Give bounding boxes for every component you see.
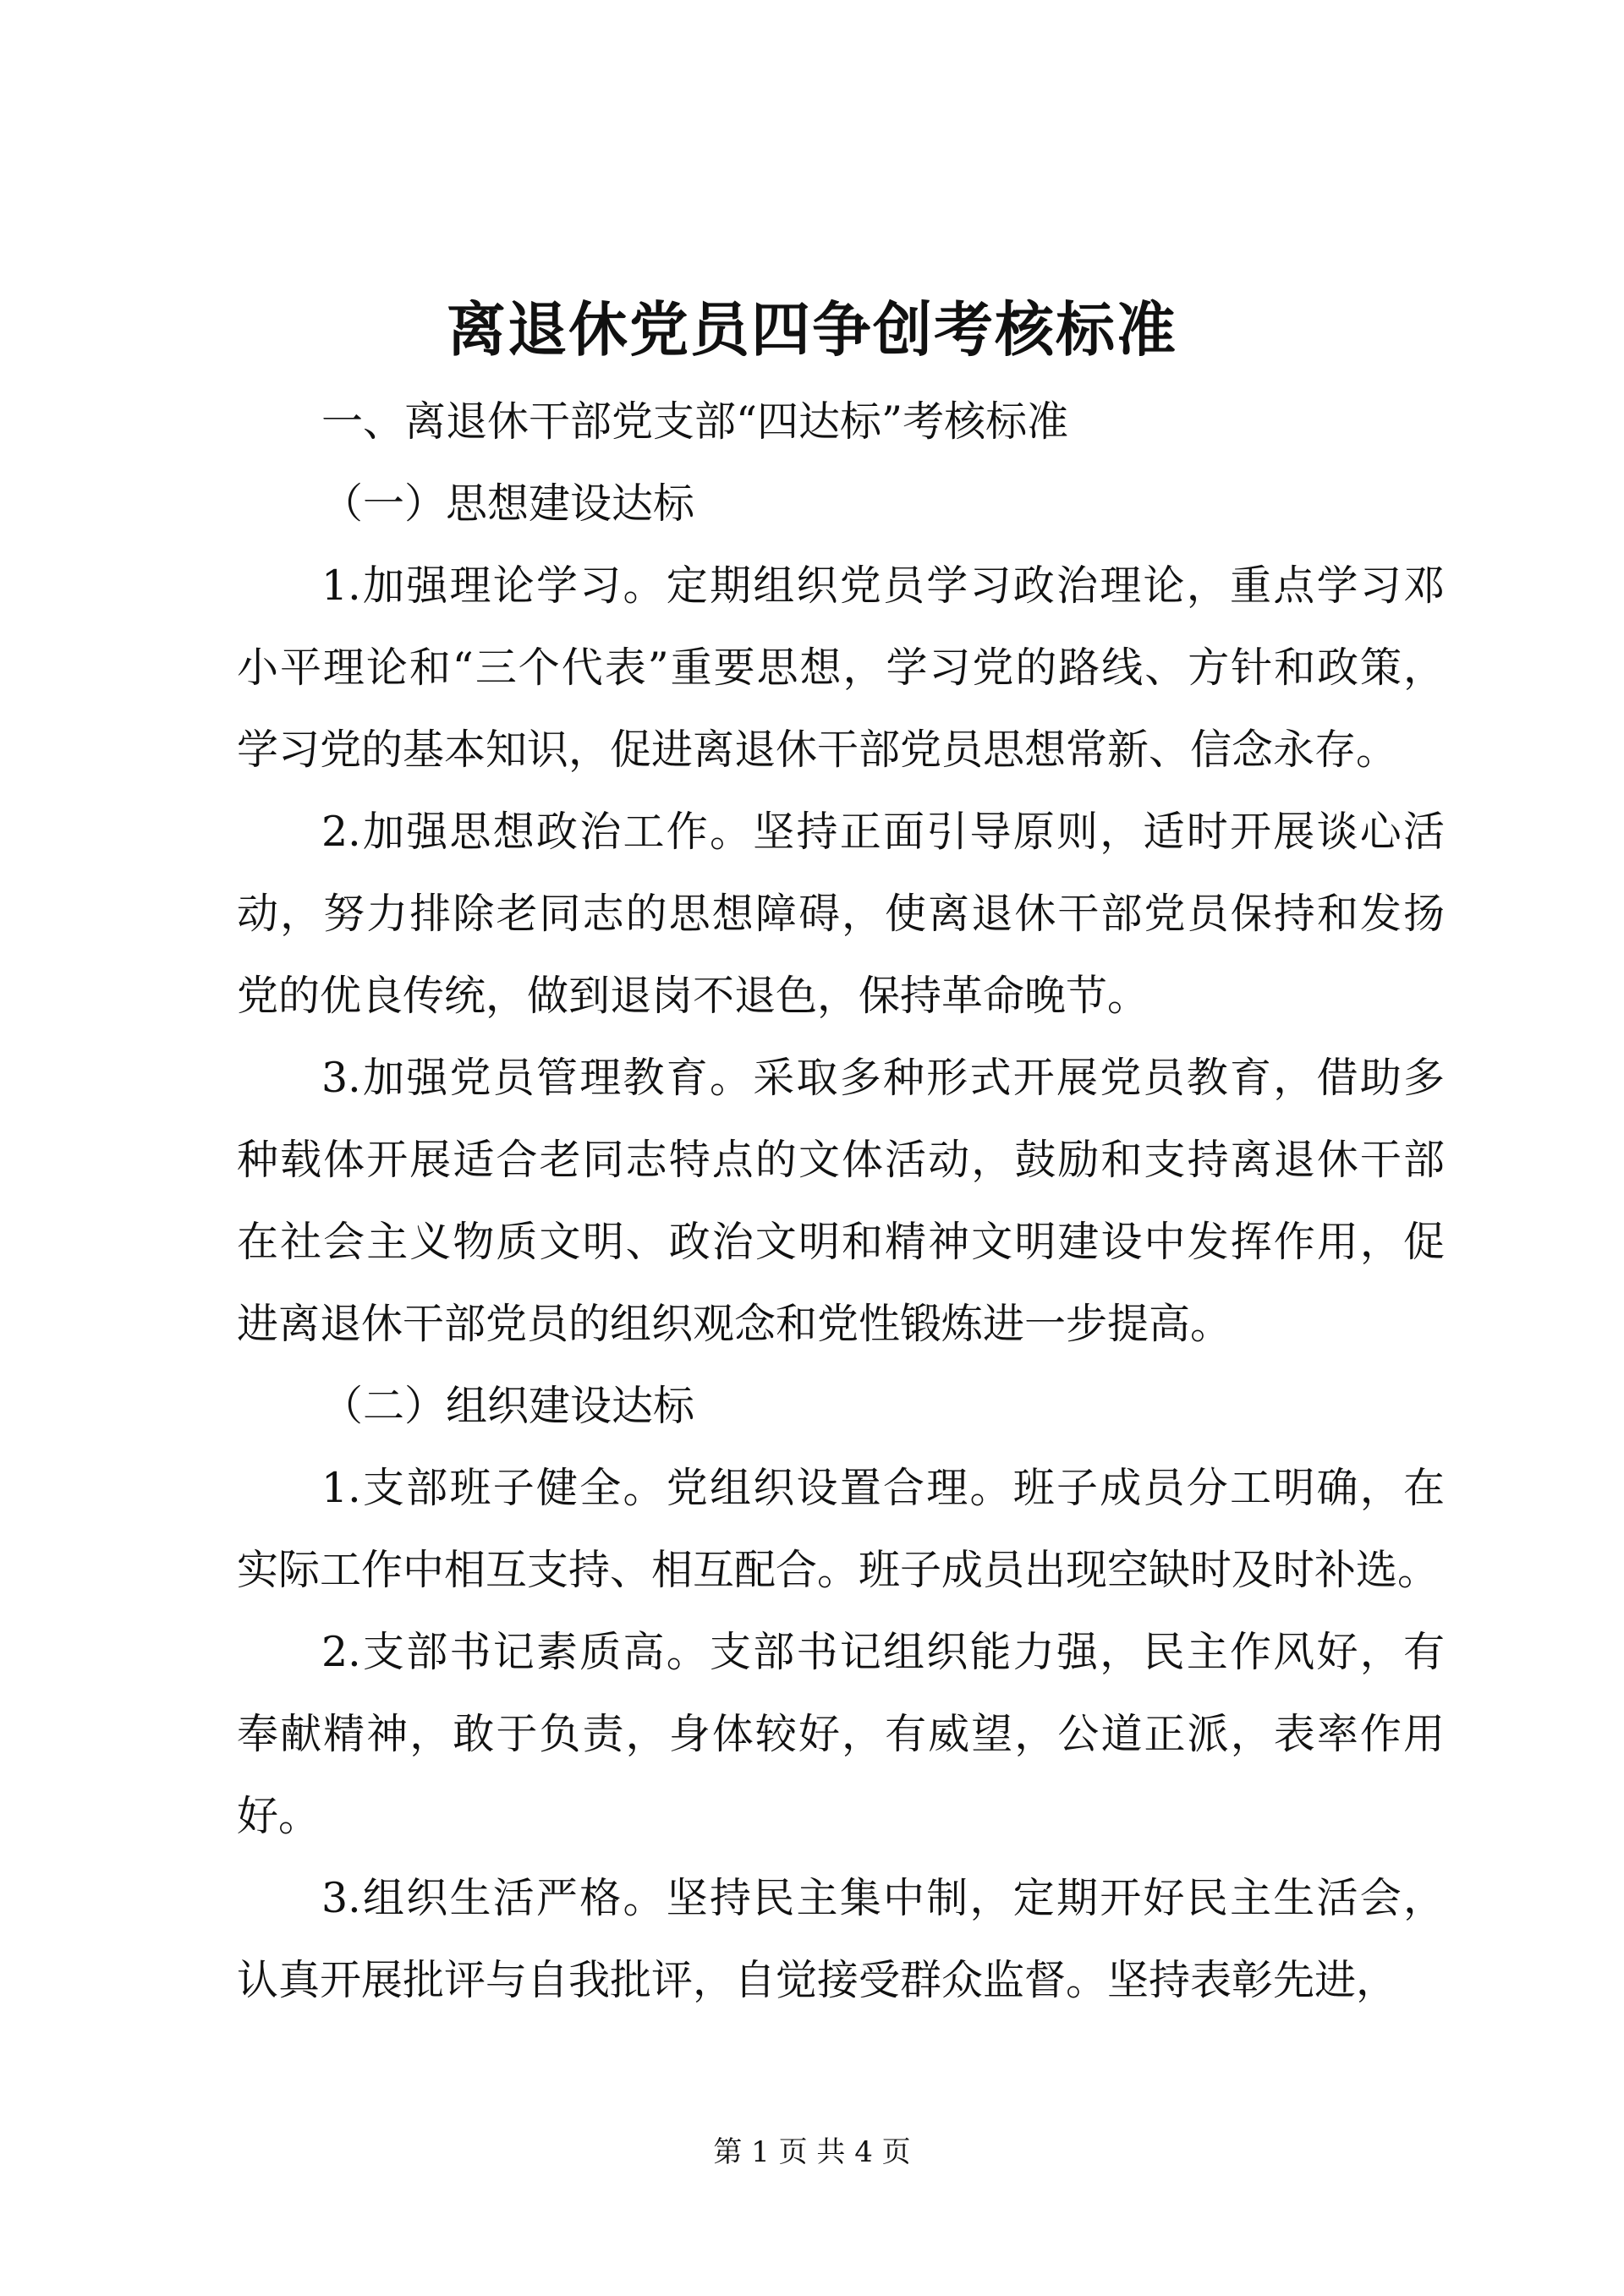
paragraph xyxy=(237,1447,1445,1611)
paragraph-line: 3.组织生活严格。坚持民主集中制，定期开好民主生活会， xyxy=(321,1874,1445,1922)
paragraph xyxy=(237,381,1445,463)
paragraph-line: 动，努力排除老同志的思想障碍，使离退休干部党员保持和发扬 xyxy=(237,890,1445,938)
paragraph-line: 认真开展批评与自我批评，自觉接受群众监督。坚持表彰先进， xyxy=(237,1956,1398,2004)
paragraph xyxy=(237,545,1445,791)
paragraph xyxy=(237,1611,1445,1857)
document-title: 离退休党员四争创考核标准 xyxy=(447,294,1177,364)
paragraph-line: 党的优良传统，做到退岗不退色，保持革命晚节。 xyxy=(237,972,1149,1020)
page-number-footer: 第 1 页 共 4 页 xyxy=(713,2135,911,2169)
paragraph xyxy=(237,463,1445,545)
paragraph-line: 2.加强思想政治工作。坚持正面引导原则，适时开展谈心活 xyxy=(321,808,1445,856)
paragraph-line: 小平理论和“三个代表”重要思想，学习党的路线、方针和政策， xyxy=(237,644,1445,692)
paragraph-line: 2.支部书记素质高。支部书记组织能力强，民主作风好，有 xyxy=(321,1628,1445,1676)
paragraph xyxy=(237,1857,1445,2021)
paragraph-line: （二）组织建设达标 xyxy=(321,1382,695,1430)
paragraph xyxy=(237,1365,1445,1447)
paragraph-line: 实际工作中相互支持、相互配合。班子成员出现空缺时及时补选。 xyxy=(237,1546,1440,1594)
paragraph xyxy=(237,1037,1445,1365)
document-body xyxy=(237,381,1445,2021)
paragraph-line: 1.支部班子健全。党组织设置合理。班子成员分工明确，在 xyxy=(321,1464,1445,1512)
paragraph-line: 好。 xyxy=(237,1792,321,1840)
paragraph-line: 奉献精神，敢于负责，身体较好，有威望，公道正派，表率作用 xyxy=(237,1710,1445,1758)
paragraph-line: 3.加强党员管理教育。采取多种形式开展党员教育，借助多 xyxy=(321,1054,1445,1102)
paragraph-line: 学习党的基本知识，促进离退休干部党员思想常新、信念永存。 xyxy=(237,726,1398,774)
paragraph-line: 在社会主义物质文明、政治文明和精神文明建设中发挥作用，促 xyxy=(237,1218,1445,1266)
paragraph-line: 1.加强理论学习。定期组织党员学习政治理论，重点学习邓 xyxy=(321,562,1445,610)
paragraph-line: 种载体开展适合老同志特点的文体活动，鼓励和支持离退休干部 xyxy=(237,1136,1445,1184)
paragraph-line: （一）思想建设达标 xyxy=(321,479,695,528)
paragraph-line: 进离退休干部党员的组织观念和党性锻炼进一步提高。 xyxy=(237,1300,1232,1348)
paragraph-line: 一、离退休干部党支部“四达标”考核标准 xyxy=(321,397,1069,446)
paragraph xyxy=(237,791,1445,1037)
